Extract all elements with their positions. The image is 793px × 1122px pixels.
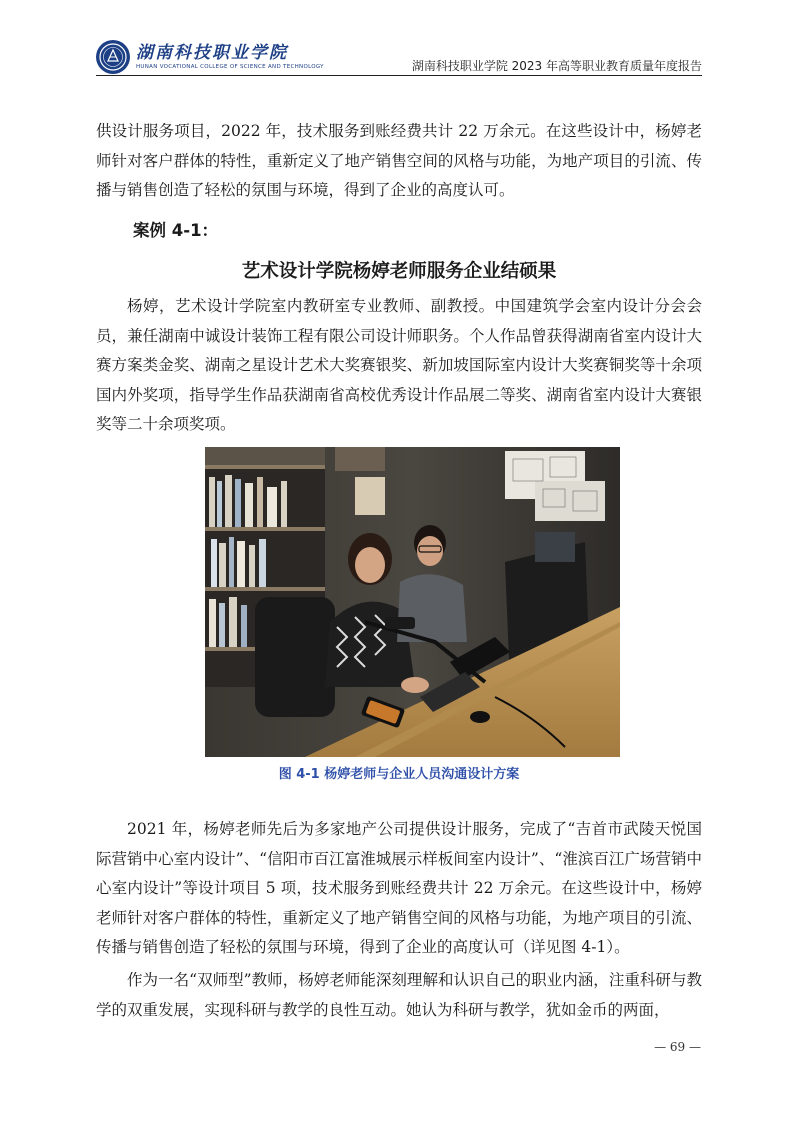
case-label: 案例 4-1： bbox=[133, 221, 219, 240]
report-title: 湖南科技职业学院 2023 年高等职业教育质量年度报告 bbox=[411, 59, 702, 73]
college-seal-icon bbox=[96, 40, 130, 74]
paragraph-continued: 供设计服务项目，2022 年，技术服务到账经费共计 22 万余元。在这些设计中，杨婷老师针对客户群体的特性，重新定义了地产销售空间的风格与功能，为地产项目的引流、传播与销售创造了轻松的氛围与环境，得到了企业的高度认可。 bbox=[96, 122, 702, 199]
case-title: 艺术设计学院杨婷老师服务企业结硕果 bbox=[241, 261, 557, 282]
figure-caption: 图 4-1 杨婷老师与企业人员沟通设计方案 bbox=[278, 767, 520, 782]
logo-english-name: HUNAN VOCATIONAL COLLEGE OF SCIENCE AND TECHNOLOGY bbox=[136, 63, 324, 70]
logo-chinese-name: 湖南科技职业学院 bbox=[136, 42, 288, 63]
figure-photo bbox=[205, 447, 620, 757]
paragraph-teacher-bio: 杨婷，艺术设计学院室内教研室专业教师、副教授。中国建筑学会室内设计分会会员，兼任湖南中诚设计装饰工程有限公司设计师职务。个人作品曾获得湖南省室内设计大赛方案类金奖、湖南之星设计艺术大奖赛银奖、新加坡国际室内设计大奖赛铜奖等十余项国内外奖项，指导学生作品获湖南省高校优秀设计作品展二等奖、湖南省室内设计大赛银奖等二十余项奖项。 bbox=[96, 297, 702, 433]
paragraph-dual-teacher: 作为一名“双师型”教师，杨婷老师能深刻理解和认识自己的职业内涵，注重科研与教学的双重发展，实现科研与教学的良性互动。她认为科研与教学，犹如金币的两面， bbox=[96, 971, 702, 1019]
header-divider bbox=[96, 75, 702, 76]
page-header bbox=[96, 36, 702, 76]
college-logo bbox=[96, 38, 324, 76]
page-number: — 69 — bbox=[654, 1040, 701, 1054]
paragraph-services: 2021 年，杨婷老师先后为多家地产公司提供设计服务，完成了“吉首市武陵天悦国际营销中心室内设计”、“信阳市百江富淮城展示样板间室内设计”、“淮滨百江广场营销中心室内设计”等设计项目 5 项，技术服务到账经费共计 22 万余元。在这些设计中，杨婷老师针对客户群体的特性，重新定义了地产销售空间的风格与功能，为地产项目的引流、传播与销售创造了轻松的氛围与环境，得到了企业的高度认可（详见图 4-1）。 bbox=[96, 820, 702, 956]
